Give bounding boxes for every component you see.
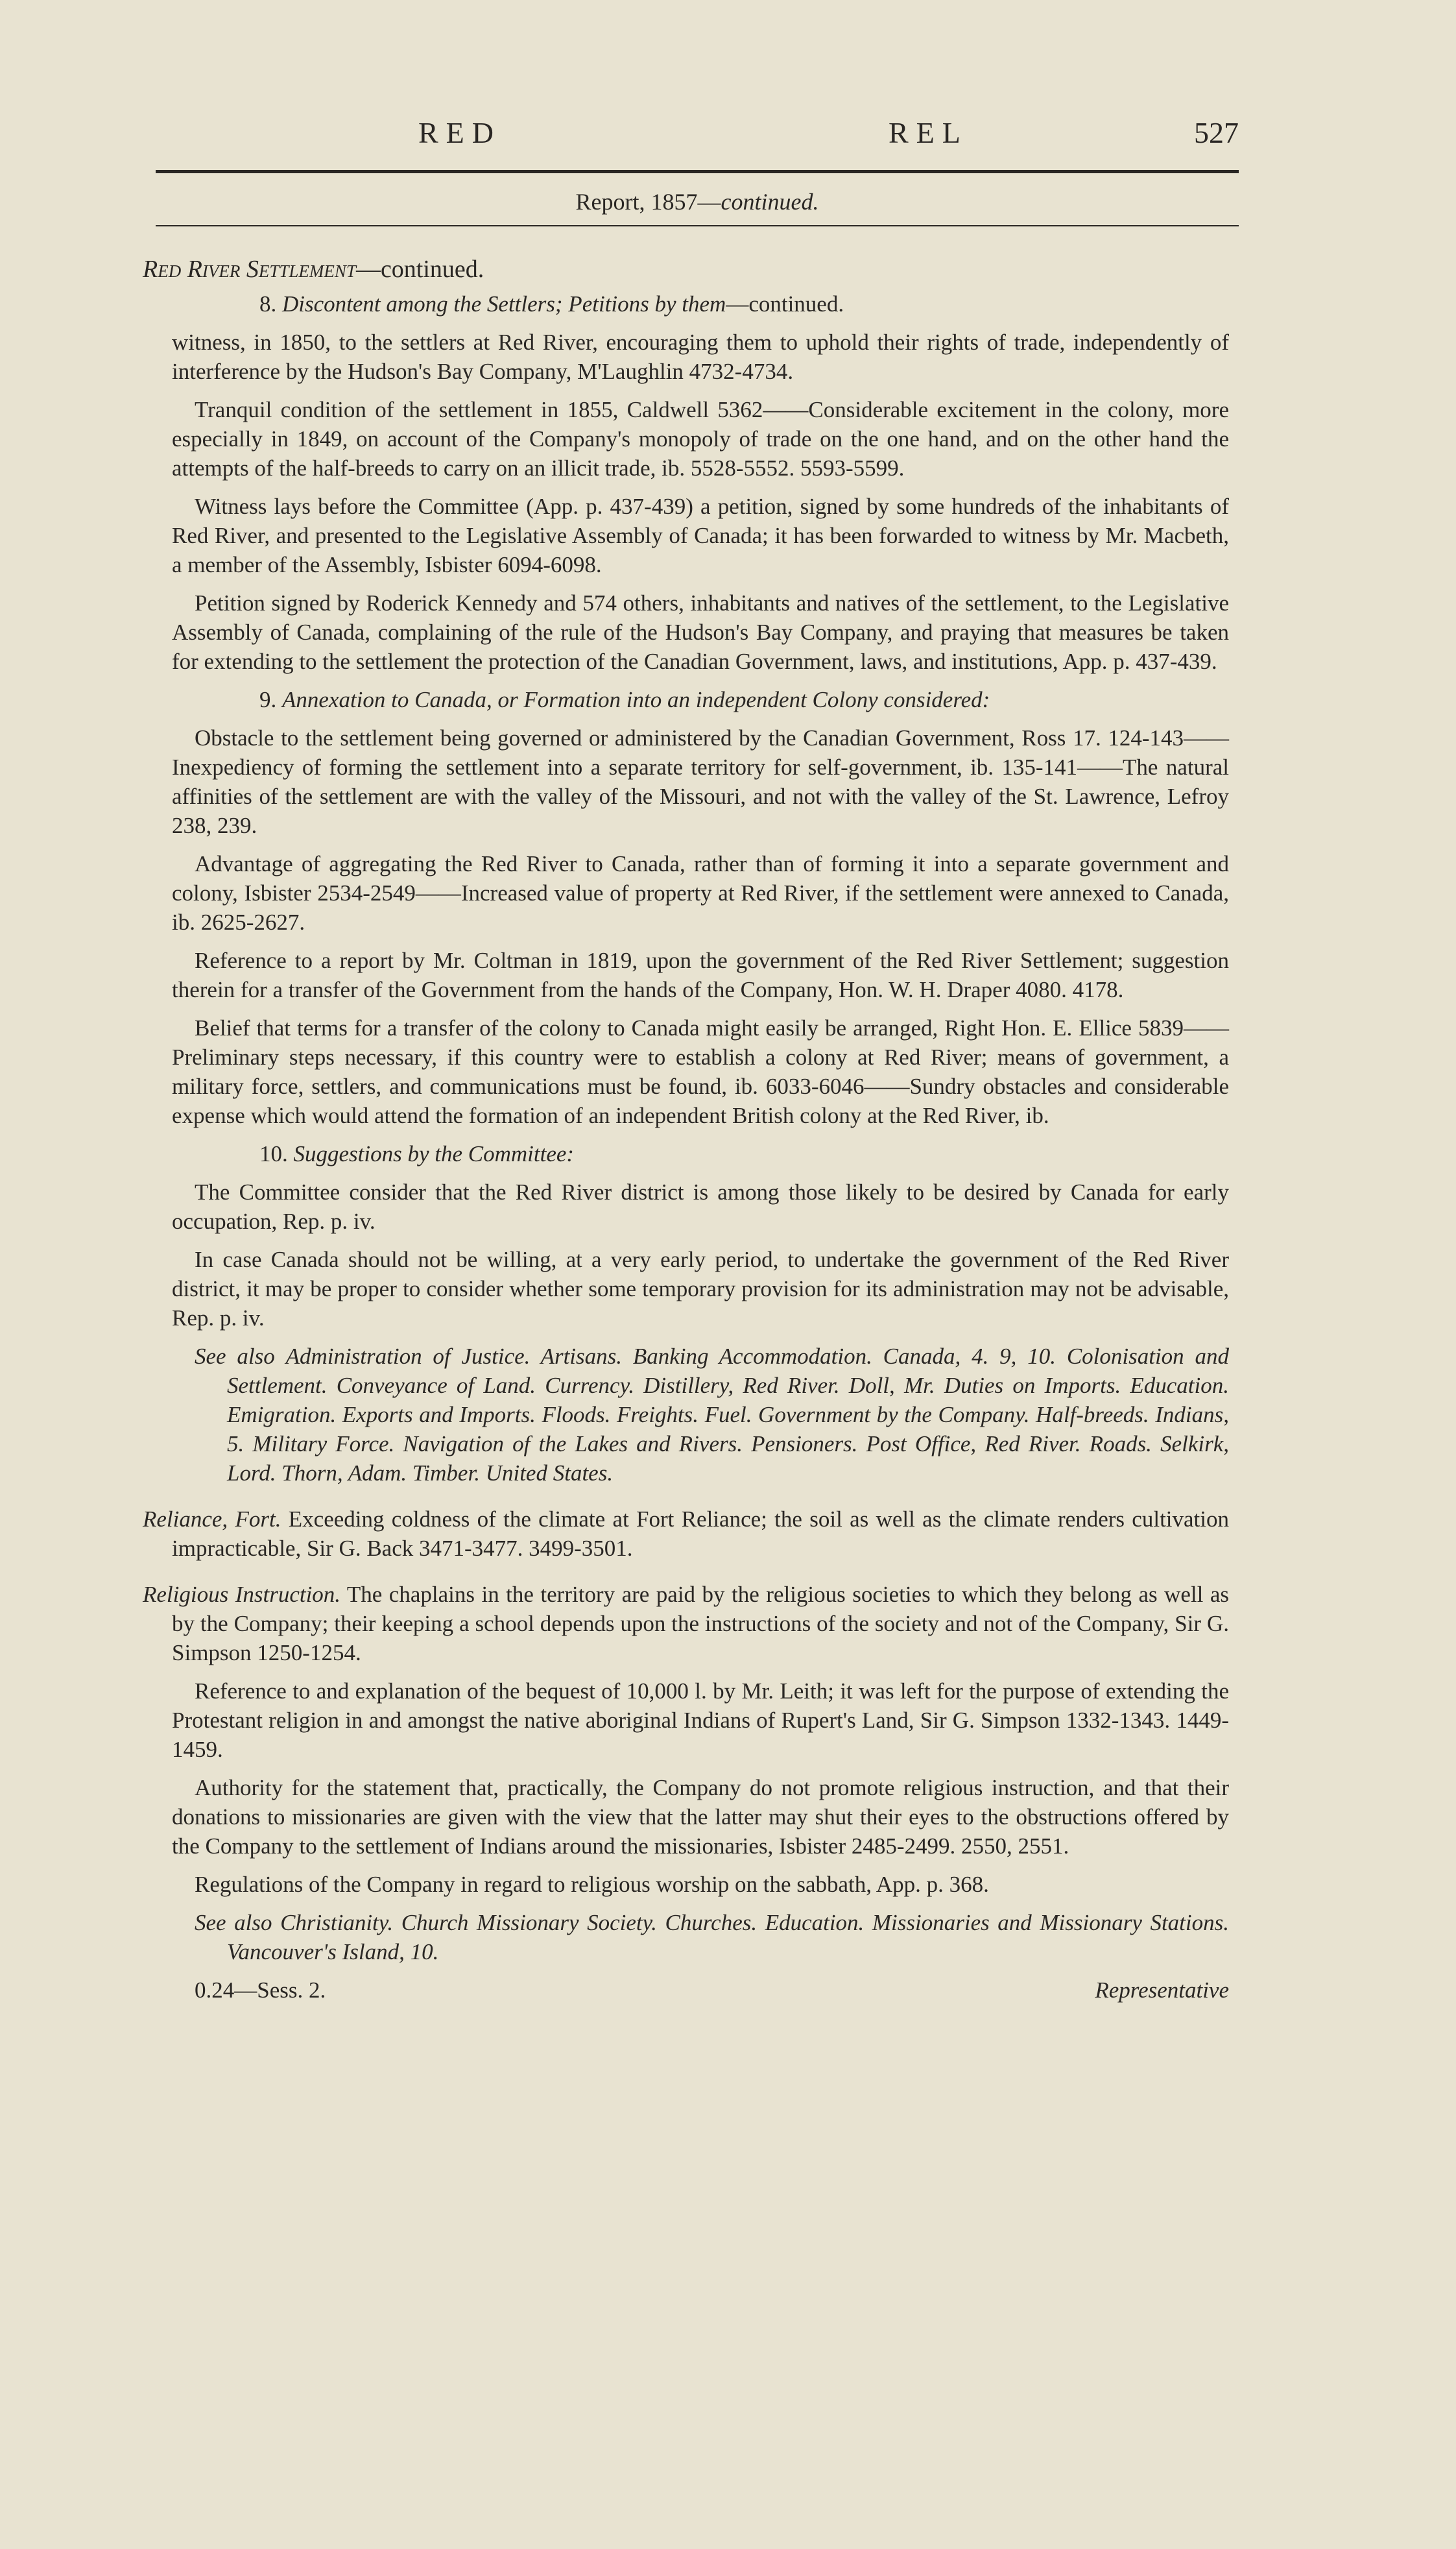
footer-catchword: Representative bbox=[1095, 1977, 1229, 2003]
sec10-heading bbox=[259, 1139, 1229, 1168]
sec9-paragraph-3: Reference to a report by Mr. Coltman in 1819, upon the government of the Red River Settlement; suggestion therein for a transfer of the Government from the hands of the Company, Hon. W. H. Draper 4080. 4178. bbox=[172, 948, 1229, 1002]
report-subheader bbox=[156, 188, 1239, 215]
running-header bbox=[156, 115, 1239, 154]
sec10-title: Suggestions by the Committee: bbox=[293, 1141, 575, 1166]
religious-paragraph-3: Authority for the statement that, practically, the Company do not promote religious instruction, and that their donations to missionaries are given with the view that the latter may shut their eyes to the obstructions offered by the Company to the settlement of Indians around the missionaries, Isbister 2485-2499. 2550, 2551. bbox=[172, 1775, 1229, 1859]
section-title-rest: —continued. bbox=[355, 256, 484, 283]
sec8-paragraph-3: Witness lays before the Committee (App. p. 437-439) a petition, signed by some hundreds of the inhabitants of Red River, and presented to the Legislative Assembly of Canada; it has been forwarded to witness by Mr. Macbeth, a member of the Assembly, Isbister 6094-6098. bbox=[172, 494, 1229, 577]
header-rule-thick bbox=[156, 170, 1239, 173]
subheader-prefix: Report, 1857— bbox=[575, 189, 721, 215]
sec8-title: Discontent among the Settlers; Petitions by them bbox=[282, 291, 726, 317]
header-right-word: REL bbox=[889, 116, 968, 149]
sec9-number: 9. bbox=[259, 687, 277, 712]
subheader-suffix: continued. bbox=[721, 189, 819, 215]
sec9-paragraph-2: Advantage of aggregating the Red River to Canada, rather than of forming it into a separate government and colony, Isbister 2534-2549——Increased value of property at Red River, if the settlement were annexed to Canada, ib. 2625-2627. bbox=[172, 851, 1229, 935]
subheader-rule bbox=[156, 225, 1239, 226]
sec8-heading bbox=[259, 289, 1229, 319]
footer-signature: 0.24—Sess. 2. bbox=[195, 1977, 326, 2003]
section-title bbox=[143, 255, 1229, 284]
sec8-number: 8. bbox=[259, 291, 277, 317]
religious-paragraph-4: Regulations of the Company in regard to religious worship on the sabbath, App. p. 368. bbox=[195, 1872, 989, 1897]
entry-religious-instruction bbox=[143, 1580, 1229, 1667]
sec9-heading bbox=[259, 685, 1229, 714]
sec10-paragraph-1: The Committee consider that the Red River district is among those likely to be desired by Canada for early occupation, Rep. p. iv. bbox=[172, 1179, 1229, 1234]
sec10-number: 10. bbox=[259, 1141, 288, 1166]
sec10-see-list: Administration of Justice. Artisans. Banking Accommodation. Canada, 4. 9, 10. Colonisation and Settlement. Conveyance of Land. Currency. Distillery, Red River. Doll, Mr. Duties on Imports. Education. Emigration. Exports and Imports. Floods. Freights. Fuel. Government by the Company. Half-breeds. Indians, 5. Military Force. Navigation of the Lakes and Rivers. Pensioners. Post Office, Red River. Roads. Selkirk, Lord. Thorn, Adam. Timber. United States. bbox=[227, 1344, 1230, 1486]
religious-see-label: See also bbox=[195, 1910, 272, 1935]
entry-reliance-fort bbox=[143, 1504, 1229, 1563]
religious-see-list: Christianity. Church Missionary Society. Churches. Education. Missionaries and Missionary Stations. Vancouver's Island, 10. bbox=[227, 1910, 1229, 1964]
sec9-paragraph-1: Obstacle to the settlement being governed or administered by the Canadian Government, Ross 17. 124-143——Inexpediency of forming the settlement into a separate territory for self-government, ib. 135-141——The natural affinities of the settlement are with the valley of the Missouri, and not with the valley of the St. Lawrence, Lefroy 238, 239. bbox=[172, 725, 1229, 838]
page-footer bbox=[172, 1975, 1229, 2005]
page-number: 527 bbox=[1194, 116, 1239, 149]
religious-paragraph-2: Reference to and explanation of the bequest of 10,000 l. by Mr. Leith; it was left for the purpose of extending the Protestant religion in and amongst the native aboriginal Indians of Rupert's Land, Sir G. Simpson 1332-1343. 1449-1459. bbox=[172, 1678, 1229, 1762]
sec9-paragraph-4: Belief that terms for a transfer of the colony to Canada might easily be arranged, Right Hon. E. Ellice 5839——Preliminary steps necessary, if this country were to establish a colony at Red River; means of government, a military force, settlers, and communications must be found, ib. 6033-6046——Sundry obstacles and considerable expense which would attend the formation of an independent British colony at the Red River, ib. bbox=[172, 1015, 1229, 1128]
reliance-title: Reliance, Fort. bbox=[143, 1506, 281, 1532]
sec8-title-rest: —continued. bbox=[726, 291, 844, 317]
sec9-title: Annexation to Canada, or Formation into an independent Colony considered: bbox=[282, 687, 990, 712]
religious-text: The chaplains in the territory are paid by the religious societies to which they belong as well as by the Company; their keeping a school depends upon the instructions of the society and not of the Company, Sir G. Simpson 1250-1254. bbox=[172, 1582, 1229, 1665]
sec10-see-label: See also bbox=[195, 1344, 275, 1369]
religious-title: Religious Instruction. bbox=[143, 1582, 341, 1607]
sec10-see-also bbox=[172, 1342, 1229, 1488]
sec10-paragraph-2: In case Canada should not be willing, at a very early period, to undertake the government of the Red River district, it may be proper to consider whether some temporary provision for its administration may not be advisable, Rep. p. iv. bbox=[172, 1247, 1229, 1331]
religious-see-also bbox=[172, 1908, 1229, 1966]
section-title-name: Red River Settlement bbox=[143, 256, 356, 283]
sec8-paragraph-1: witness, in 1850, to the settlers at Red River, encouraging them to uphold their rights of trade, independently of interference by the Hudson's Bay Company, M'Laughlin 4732-4734. bbox=[172, 330, 1229, 384]
header-left-word: RED bbox=[418, 116, 501, 149]
sec8-paragraph-4: Petition signed by Roderick Kennedy and 574 others, inhabitants and natives of the settlement, to the Legislative Assembly of Canada, complaining of the rule of the Hudson's Bay Company, and praying that measures be taken for extending to the settlement the protection of the Canadian Government, laws, and institutions, App. p. 437-439. bbox=[172, 590, 1229, 674]
sec8-paragraph-2: Tranquil condition of the settlement in 1855, Caldwell 5362——Considerable excitement in the colony, more especially in 1849, on account of the Company's monopoly of trade on the one hand, and on the other hand the attempts of the half-breeds to carry on an illicit trade, ib. 5528-5552. 5593-5599. bbox=[172, 397, 1229, 481]
page-body bbox=[143, 255, 1230, 2005]
reliance-text: Exceeding coldness of the climate at Fort Reliance; the soil as well as the climate renders cultivation impracticable, Sir G. Back 3471-3477. 3499-3501. bbox=[172, 1506, 1230, 1561]
